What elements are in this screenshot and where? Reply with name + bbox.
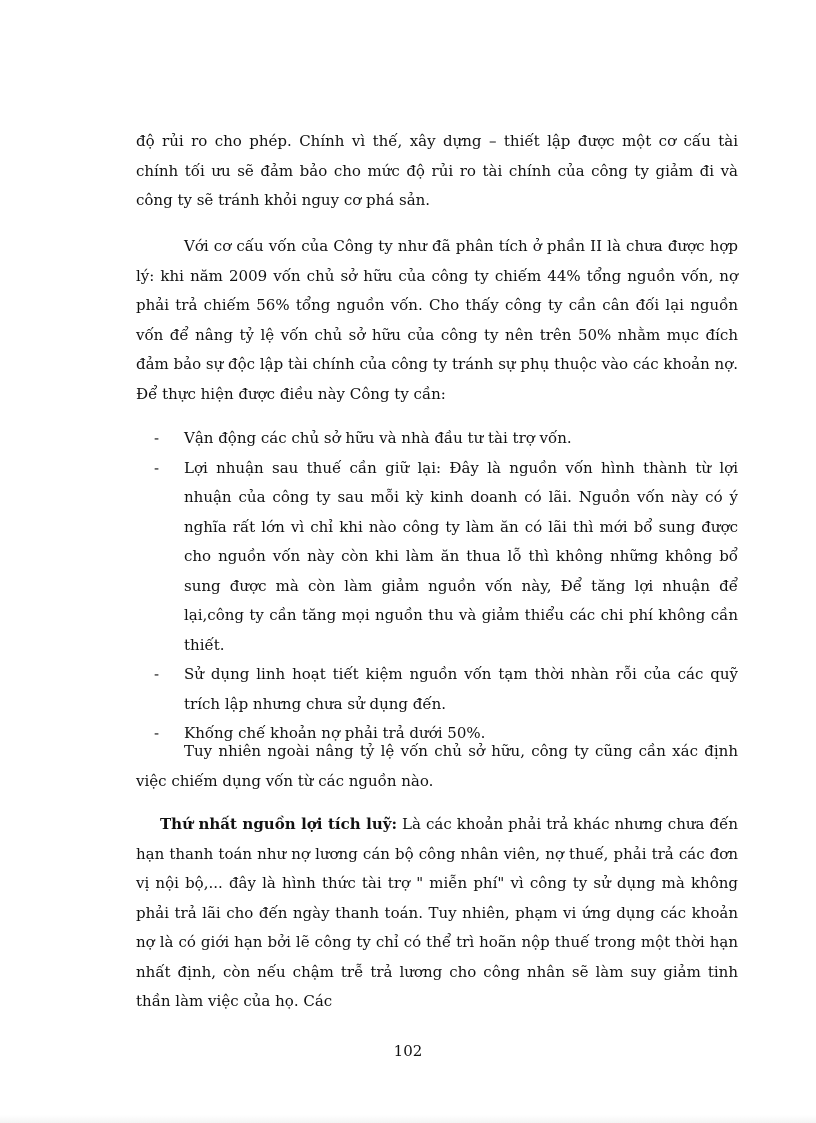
list-item <box>136 454 738 661</box>
paragraph-accrued-source <box>136 810 738 1017</box>
list-item-text: Vận động các chủ sở hữu và nhà đầu tư tài trợ vốn. <box>184 429 572 447</box>
list-dash: - <box>154 429 160 447</box>
paragraph-body-text: Là các khoản phải trả khác nhưng chưa đến hạn thanh toán như nợ lương cán bộ công nhân viên, nợ thuế, phải trả các đơn vị nội bộ,... đây là hình thức tài trợ " miễn phí" vì công ty sử dụng mà không phải trả lãi cho đến ngày thanh toán. Tuy nhiên, phạm vi ứng dụng các khoản nợ là có giới hạn bởi lẽ công ty chỉ có thể trì hoãn nộp thuế trong một thời hạn nhất định, còn nếu chậm trễ trả lương cho công nhân sẽ làm suy giảm tinh thần làm việc của họ. Các <box>136 815 738 1010</box>
list-item-text: Khống chế khoản nợ phải trả dưới 50%. <box>184 724 486 742</box>
paragraph-equity-note: Tuy nhiên ngoài nâng tỷ lệ vốn chủ sở hữu, công ty cũng cần xác định việc chiếm dụng vốn từ các nguồn nào. <box>136 742 738 790</box>
list-item <box>136 424 738 454</box>
list-dash: - <box>154 665 160 683</box>
list-item-text: Lợi nhuận sau thuế cần giữ lại: Đây là nguồn vốn hình thành từ lợi nhuận của công ty sau mỗi kỳ kinh doanh có lãi. Nguồn vốn này có ý nghĩa rất lớn vì chỉ khi nào công ty làm ăn có lãi thì mới bổ sung được cho nguồn vốn này còn khi làm ăn thua lỗ thì không những không bổ sung được mà còn làm giảm nguồn vốn này, Để tăng lợi nhuận để lại,công ty cần tăng mọi nguồn thu và giảm thiểu các chi phí không cần thiết. <box>184 458 738 654</box>
list-dash: - <box>154 724 160 742</box>
list-dash: - <box>154 458 160 477</box>
paragraph-lead-heading: Thứ nhất nguồn lợi tích luỹ: <box>160 815 398 833</box>
list-item <box>136 660 738 719</box>
page-bottom-edge <box>0 1115 816 1123</box>
measures-list <box>136 424 738 749</box>
page-number: 102 <box>393 1042 423 1060</box>
list-item-text: Sử dụng linh hoạt tiết kiệm nguồn vốn tạm thời nhàn rỗi của các quỹ trích lập nhưng chưa sử dụng đến. <box>184 665 738 713</box>
paragraph-risk-conclusion: độ rủi ro cho phép. Chính vì thế, xây dựng – thiết lập được một cơ cấu tài chính tối ưu sẽ đảm bảo cho mức độ rủi ro tài chính của công ty giảm đi và công ty sẽ tránh khỏi nguy cơ phá sản. <box>136 132 738 209</box>
paragraph-capital-structure: Với cơ cấu vốn của Công ty như đã phân tích ở phần II là chưa được hợp lý: khi năm 2009 vốn chủ sở hữu của công ty chiếm 44% tổng nguồn vốn, nợ phải trả chiếm 56% tổng nguồn vốn. Cho thấy công ty cần cân đối lại nguồn vốn để nâng tỷ lệ vốn chủ sở hữu của công ty nên trên 50% nhằm mục đích đảm bảo sự độc lập tài chính của công ty tránh sự phụ thuộc vào các khoản nợ. Để thực hiện được điều này Công ty cần: <box>136 237 738 403</box>
